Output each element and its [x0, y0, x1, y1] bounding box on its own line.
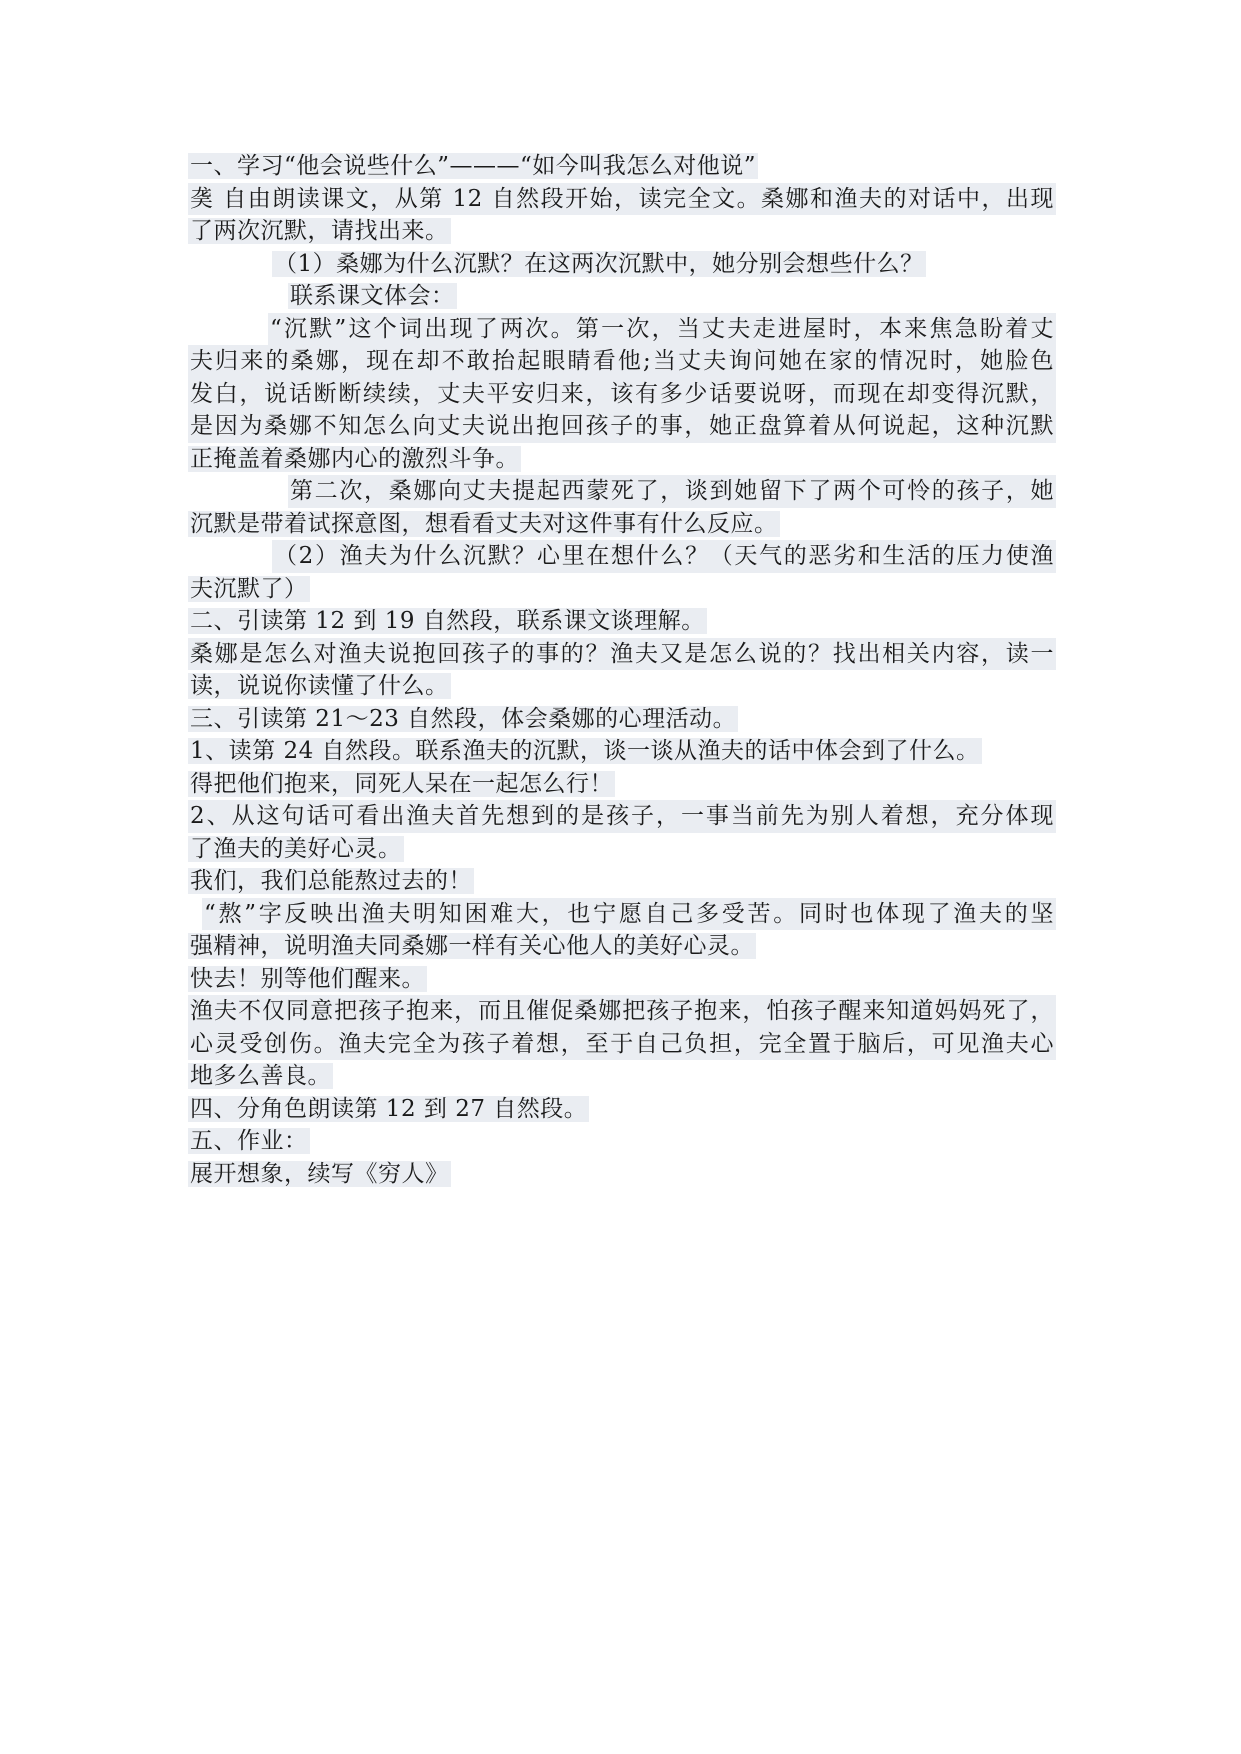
paragraph-line: 正掩盖着桑娜内心的激烈斗争。: [190, 445, 519, 472]
doc-line: [188, 1093, 1056, 1126]
doc-line: [188, 573, 1056, 606]
section-heading-2: 二、引读第 12 到 19 自然段，联系课文谈理解。: [190, 608, 705, 634]
doc-line: [188, 735, 1056, 768]
doc-line: [188, 995, 1056, 1028]
document-page: [188, 150, 1056, 1190]
section-heading-3: 三、引读第 21～23 自然段，体会桑娜的心理活动。: [190, 705, 737, 732]
doc-line: [188, 1158, 1056, 1191]
paragraph-line: 沉默是带着试探意图，想看看丈夫对这件事有什么反应。: [190, 510, 778, 537]
paragraph-line: “熬”字反映出渔夫明知困难大，也宁愿自己多受苦。同时也体现了渔夫的坚: [202, 898, 1056, 931]
paragraph-line: 展开想象，续写《穷人》: [190, 1160, 449, 1187]
paragraph-line: 发白，说话断断续续，丈夫平安归来，该有多少话要说呀，而现在却变得沉默，: [188, 378, 1056, 411]
quote-line: 得把他们抱来，同死人呆在一起怎么行！: [190, 770, 613, 797]
doc-line: [188, 378, 1056, 411]
paragraph-line: 1、读第 24 自然段。联系渔夫的沉默，谈一谈从渔夫的话中体会到了什么。: [190, 738, 980, 764]
doc-line: [188, 215, 1056, 248]
doc-line: [188, 865, 1056, 898]
doc-line: [188, 1028, 1056, 1061]
doc-line: [188, 508, 1056, 541]
doc-line: [188, 670, 1056, 703]
paragraph-line: 夫归来的桑娜，现在却不敢抬起眼睛看他;当丈夫询问她在家的情况时，她脸色: [188, 345, 1056, 378]
doc-line: [188, 1125, 1056, 1158]
section-heading-4: 四、分角色朗读第 12 到 27 自然段。: [190, 1095, 588, 1122]
doc-line: [188, 150, 1056, 183]
question-2: （2）渔夫为什么沉默？心里在想什么？（天气的恶劣和生活的压力使渔: [272, 540, 1056, 573]
section-heading-5: 五、作业：: [190, 1128, 308, 1154]
doc-line: [188, 475, 1056, 508]
doc-line: [188, 248, 1056, 281]
doc-line: [188, 963, 1056, 996]
doc-line: [188, 313, 1056, 346]
doc-line: [188, 800, 1056, 833]
paragraph-line: 桑娜是怎么对渔夫说抱回孩子的事的？渔夫又是怎么说的？找出相关内容，读一: [188, 638, 1056, 671]
doc-line: [188, 345, 1056, 378]
doc-line: [188, 410, 1056, 443]
paragraph-line: 联系课文体会：: [290, 283, 455, 309]
doc-line: [188, 638, 1056, 671]
paragraph-line: 第二次，桑娜向丈夫提起西蒙死了，谈到她留下了两个可怜的孩子，她: [288, 475, 1056, 508]
paragraph-line: 心灵受创伤。渔夫完全为孩子着想，至于自己负担，完全置于脑后，可见渔夫心: [188, 1028, 1056, 1061]
doc-line: [188, 1060, 1056, 1093]
paragraph-line: 渔夫不仅同意把孩子抱来，而且催促桑娜把孩子抱来，怕孩子醒来知道妈妈死了，: [188, 995, 1056, 1028]
paragraph-line: 地多么善良。: [190, 1063, 331, 1089]
doc-line: [188, 443, 1056, 476]
paragraph-line: 了渔夫的美好心灵。: [190, 835, 402, 862]
doc-line: [188, 183, 1056, 216]
question-1: （1）桑娜为什么沉默？在这两次沉默中，她分别会想些什么？: [274, 250, 924, 277]
doc-line: [188, 930, 1056, 963]
paragraph-line: 读，说说你读懂了什么。: [190, 673, 449, 699]
paragraph-line: 夫沉默了）: [190, 575, 308, 602]
doc-line: [188, 605, 1056, 638]
quote-line: 快去！别等他们醒来。: [190, 965, 425, 992]
doc-line: [188, 703, 1056, 736]
doc-line: [188, 540, 1056, 573]
quote-line: 我们，我们总能熬过去的！: [190, 868, 472, 894]
paragraph-line: “沉默”这个词出现了两次。第一次，当丈夫走进屋时，本来焦急盼着丈: [268, 313, 1056, 346]
paragraph-line: 是因为桑娜不知怎么向丈夫说出抱回孩子的事，她正盘算着从何说起，这种沉默: [188, 410, 1056, 443]
paragraph-line: 2、从这句话可看出渔夫首先想到的是孩子，一事当前先为别人着想，充分体现: [188, 800, 1056, 833]
doc-line: [188, 280, 1056, 313]
doc-line: [188, 833, 1056, 866]
paragraph-line: 强精神，说明渔夫同桑娜一样有关心他人的美好心灵。: [190, 933, 754, 959]
paragraph-line: 䶮 自由朗读课文，从第 12 自然段开始，读完全文。桑娜和渔夫的对话中，出现: [188, 183, 1056, 216]
doc-line: [188, 768, 1056, 801]
doc-line: [188, 898, 1056, 931]
paragraph-line: 了两次沉默，请找出来。: [190, 218, 449, 244]
section-heading-1: 一、学习“他会说些什么”———“如今叫我怎么对他说”: [190, 153, 757, 179]
